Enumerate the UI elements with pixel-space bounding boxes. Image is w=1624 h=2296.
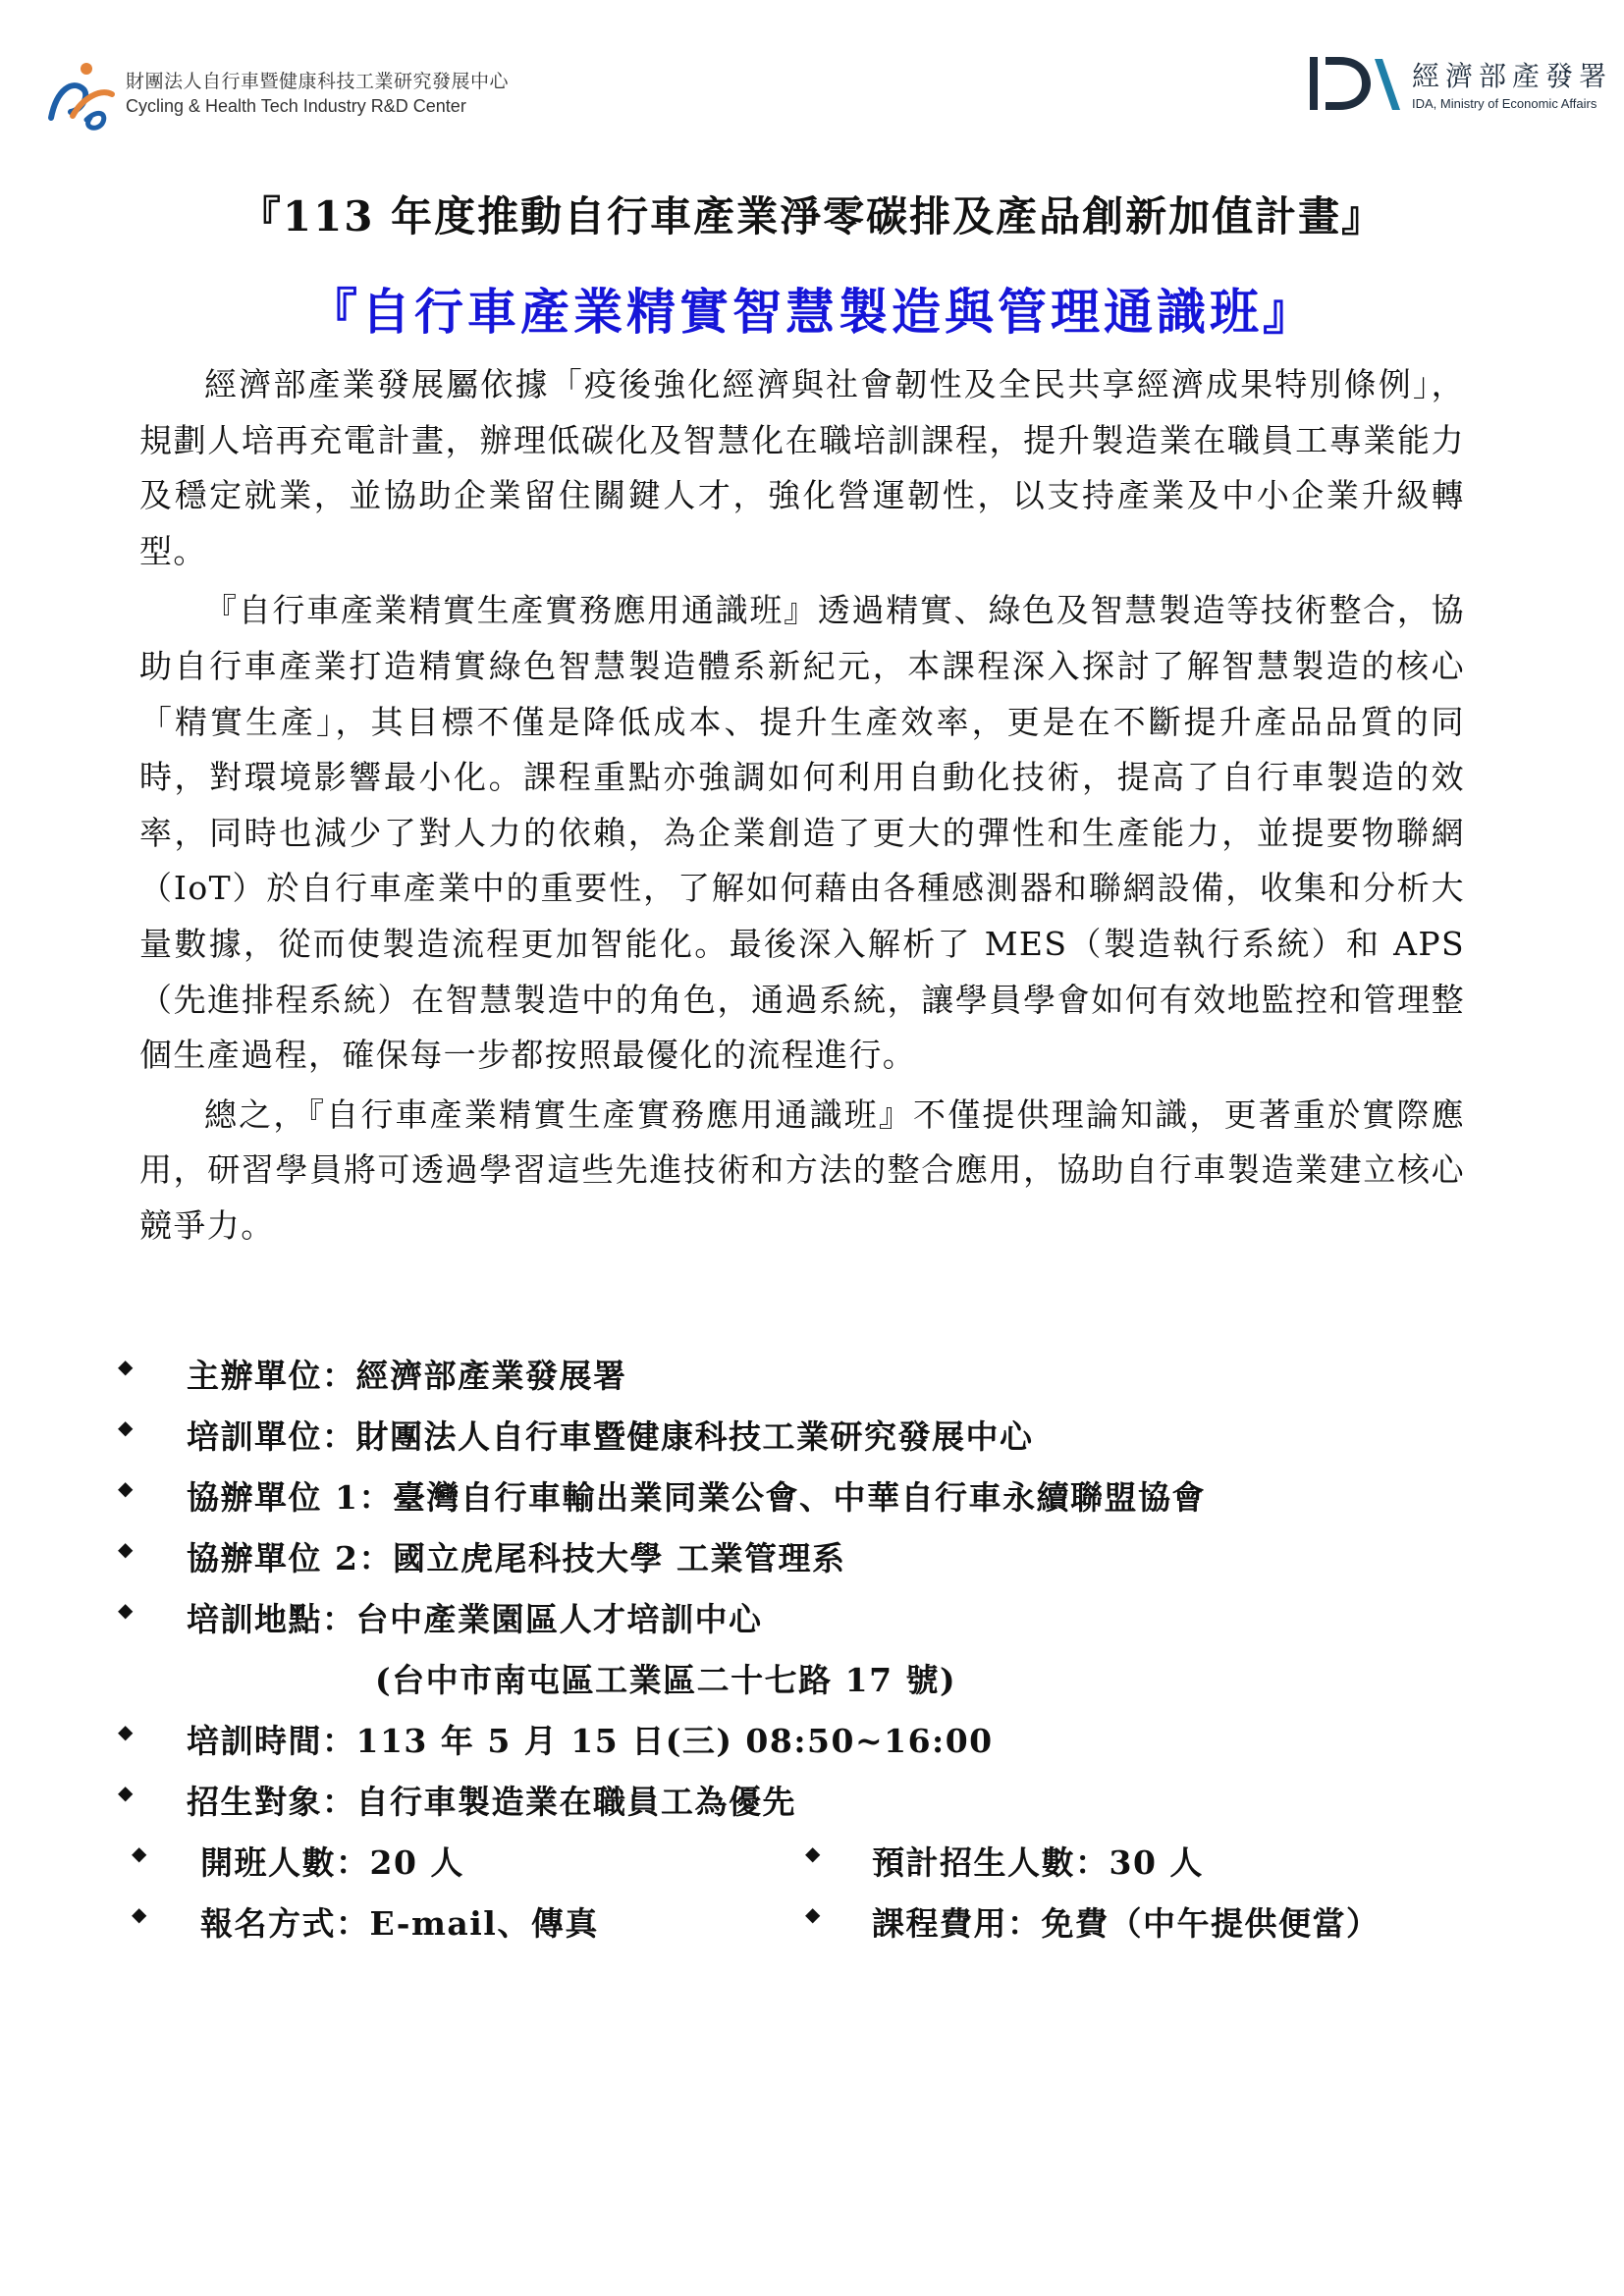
- info-item-address: [118, 1655, 1492, 1716]
- info-item-signup-fee: [118, 1898, 1492, 1959]
- location-text: 培訓地點：台中產業園區人才培訓中心: [187, 1600, 763, 1638]
- cycling-center-name-en: Cycling & Health Tech Industry R&D Center: [126, 96, 466, 116]
- intro-body: [139, 357, 1465, 1258]
- info-item-target: [118, 1777, 1492, 1838]
- min-size-text: 開班人數：20 人: [200, 1843, 464, 1882]
- ida-logo: [1306, 51, 1613, 120]
- intro-paragraph-1: 經濟部產業發展屬依據「疫後強化經濟與社會韌性及全民共享經濟成果特別條例」，規劃人培再充電計畫，辦理低碳化及智慧化在職培訓課程，提升製造業在職員工專業能力及穩定就業，並協助企業留住關鍵人才，強化營運韌性，以支持產業及中小企業升級轉型。: [139, 365, 1465, 570]
- cycling-center-emblem-icon: [43, 59, 122, 133]
- cycling-center-logo: [43, 59, 510, 133]
- info-item-organizer: [118, 1351, 1492, 1412]
- signup-text: 報名方式：E-mail、傳真: [200, 1904, 599, 1943]
- ida-name-cn: 經濟部產發署: [1412, 60, 1613, 92]
- info-item-time: [118, 1716, 1492, 1777]
- time-text: 培訓時間：113 年 5 月 15 日(三) 08:50~16:00: [187, 1722, 994, 1760]
- fee-text: 課程費用：免費（中午提供便當）: [872, 1904, 1380, 1943]
- trainer-text: 培訓單位：財團法人自行車暨健康科技工業研究發展中心: [187, 1417, 1034, 1456]
- diamond-bullet-icon: ◆: [118, 1598, 134, 1622]
- info-item-class-size: [118, 1838, 1492, 1898]
- diamond-bullet-icon: ◆: [118, 1476, 134, 1500]
- course-title: 『自行車產業精實智慧製造與管理通識班』: [308, 283, 1316, 341]
- diamond-bullet-icon: ◆: [132, 1902, 147, 1926]
- diamond-bullet-icon: ◆: [118, 1781, 134, 1804]
- project-title: 『113 年度推動自行車產業淨零碳排及產品創新加值計畫』: [239, 192, 1385, 240]
- co-organizer-1-text: 協辦單位 1：臺灣自行車輸出業同業公會、中華自行車永續聯盟協會: [187, 1478, 1206, 1517]
- info-item-co-organizer-1: [118, 1472, 1492, 1533]
- diamond-bullet-icon: ◆: [118, 1720, 134, 1743]
- diamond-bullet-icon: ◆: [805, 1842, 821, 1865]
- target-text: 招生對象：自行車製造業在職員工為優先: [187, 1783, 796, 1821]
- planned-size-text: 預計招生人數：30 人: [872, 1843, 1204, 1882]
- diamond-bullet-icon: ◆: [805, 1902, 821, 1926]
- co-organizer-2-text: 協辦單位 2：國立虎尾科技大學 工業管理系: [187, 1539, 846, 1577]
- info-item-location: [118, 1594, 1492, 1655]
- address-text: (台中市南屯區工業區二十七路 17 號): [375, 1661, 957, 1699]
- page-header: [0, 0, 1624, 147]
- organizer-text: 主辦單位：經濟部產業發展署: [187, 1357, 627, 1395]
- diamond-bullet-icon: ◆: [132, 1842, 147, 1865]
- info-item-co-organizer-2: [118, 1533, 1492, 1594]
- diamond-bullet-icon: ◆: [118, 1537, 134, 1561]
- intro-paragraph-2: 『自行車產業精實生產實務應用通識班』透過精實、綠色及智慧製造等技術整合，協助自行車產業打造精實綠色智慧製造體系新紀元，本課程深入探討了解智慧製造的核心「精實生產」，其目標不僅是降低成本、提升生產效率，更是在不斷提升產品品質的同時，對環境影響最小化。課程重點亦強調如何利用自動化技術，提高了自行車製造的效率，同時也減少了對人力的依賴，為企業創造了更大的彈性和生產能力，並提要物聯網（IoT）於自行車產業中的重要性，了解如何藉由各種感測器和聯網設備，收集和分析大量數據，從而使製造流程更加智能化。最後深入解析了 MES（製造執行系統）和 APS（先進排程系統）在智慧製造中的角色，通過系統，讓學員學會如何有效地監控和管理整個生產過程，確保每一步都按照最優化的流程進行。: [139, 591, 1465, 1075]
- ida-name-en: IDA, Ministry of Economic Affairs: [1412, 96, 1597, 111]
- course-info-list: [118, 1351, 1492, 1959]
- intro-paragraph-3: 總之，『自行車產業精實生產實務應用通識班』不僅提供理論知識，更著重於實際應用，研習學員將可透過學習這些先進技術和方法的整合應用，協助自行車製造業建立核心競爭力。: [139, 1095, 1465, 1245]
- diamond-bullet-icon: ◆: [118, 1355, 134, 1378]
- cycling-center-name-cn: 財團法人自行車暨健康科技工業研究發展中心: [126, 71, 510, 92]
- ida-emblem-icon: [1306, 51, 1404, 116]
- info-item-trainer: [118, 1412, 1492, 1472]
- diamond-bullet-icon: ◆: [118, 1415, 134, 1439]
